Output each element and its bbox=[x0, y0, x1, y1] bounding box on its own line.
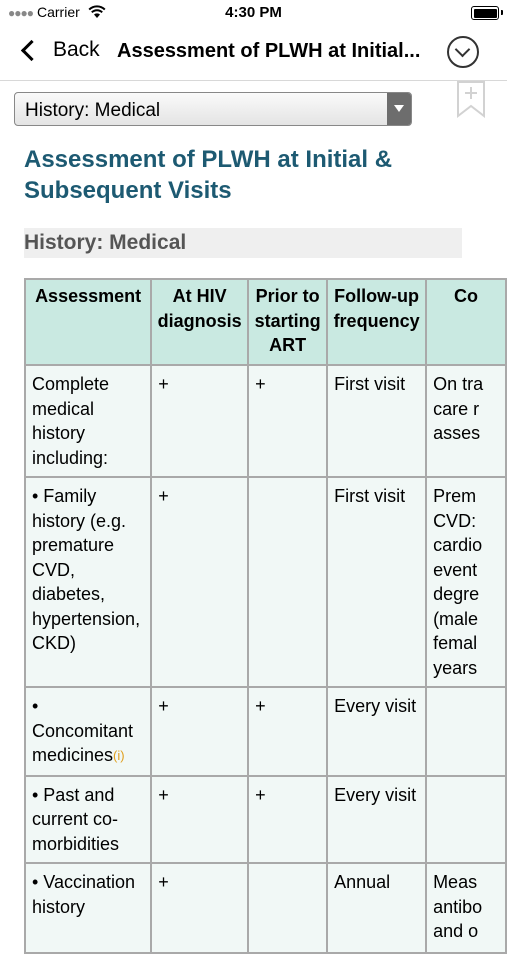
section-heading: History: Medical bbox=[24, 228, 462, 258]
nav-title: Assessment of PLWH at Initial... bbox=[117, 40, 421, 62]
status-bar bbox=[0, 0, 507, 26]
at-diagnosis-cell: + bbox=[151, 863, 248, 953]
status-time: 4:30 PM bbox=[225, 4, 282, 21]
table-row bbox=[25, 863, 506, 953]
select-arrow bbox=[387, 93, 411, 125]
chevron-down-circle-button[interactable] bbox=[447, 36, 479, 68]
carrier-label: Carrier bbox=[37, 4, 80, 20]
bookmark-add-icon[interactable] bbox=[456, 80, 486, 118]
frequency-cell: First visit bbox=[327, 365, 426, 477]
column-header: At HIV diagnosis bbox=[151, 279, 248, 365]
column-header: Prior to starting ART bbox=[248, 279, 327, 365]
assessment-cell: Complete medical history including: bbox=[25, 365, 151, 477]
page-title: Assessment of PLWH at Initial & Subsequent Visits bbox=[24, 146, 393, 204]
table-row bbox=[25, 687, 506, 776]
prior-art-cell: + bbox=[248, 365, 327, 477]
signal-dots-icon: ●●●● bbox=[8, 6, 33, 20]
battery-icon bbox=[471, 6, 499, 20]
at-diagnosis-cell: + bbox=[151, 687, 248, 776]
triangle-down-icon bbox=[394, 105, 404, 112]
table-row bbox=[25, 776, 506, 864]
comment-cell bbox=[426, 687, 506, 776]
column-header: Assessment bbox=[25, 279, 151, 365]
section-select-value: History: Medical bbox=[25, 100, 161, 121]
prior-art-cell bbox=[248, 477, 327, 687]
section-select[interactable] bbox=[14, 92, 412, 126]
at-diagnosis-cell: + bbox=[151, 477, 248, 687]
prior-art-cell: + bbox=[248, 776, 327, 864]
frequency-cell: Every visit bbox=[327, 776, 426, 864]
comment-cell: Prem CVD: cardio event degre (male femal years bbox=[426, 477, 506, 687]
column-header: Co bbox=[426, 279, 506, 365]
comment-cell: Meas antibo and o bbox=[426, 863, 506, 953]
assessment-text: • Concomitant medicines bbox=[32, 696, 134, 765]
assessment-cell: • Past and current co-morbidities bbox=[25, 776, 151, 864]
comment-cell bbox=[426, 776, 506, 864]
back-label: Back bbox=[53, 38, 100, 61]
assessment-cell: • Vaccination history bbox=[25, 863, 151, 953]
assessment-cell bbox=[25, 687, 151, 776]
prior-art-cell: + bbox=[248, 687, 327, 776]
table-header-row bbox=[25, 279, 506, 365]
frequency-cell: Annual bbox=[327, 863, 426, 953]
chevron-down-icon bbox=[455, 42, 471, 58]
nav-bar bbox=[0, 26, 507, 81]
frequency-cell: First visit bbox=[327, 477, 426, 687]
assessment-cell: • Family history (e.g. premature CVD, diabetes, hypertension, CKD) bbox=[25, 477, 151, 687]
assessment-table bbox=[24, 278, 507, 954]
frequency-cell: Every visit bbox=[327, 687, 426, 776]
table-row bbox=[25, 365, 506, 477]
at-diagnosis-cell: + bbox=[151, 776, 248, 864]
info-icon[interactable]: (i) bbox=[113, 748, 125, 763]
column-header: Follow-up frequency bbox=[327, 279, 426, 365]
table-row bbox=[25, 477, 506, 687]
chevron-left-icon bbox=[21, 39, 42, 60]
comment-cell: On tra care r asses bbox=[426, 365, 506, 477]
back-button[interactable] bbox=[18, 38, 100, 62]
at-diagnosis-cell: + bbox=[151, 365, 248, 477]
prior-art-cell bbox=[248, 863, 327, 953]
